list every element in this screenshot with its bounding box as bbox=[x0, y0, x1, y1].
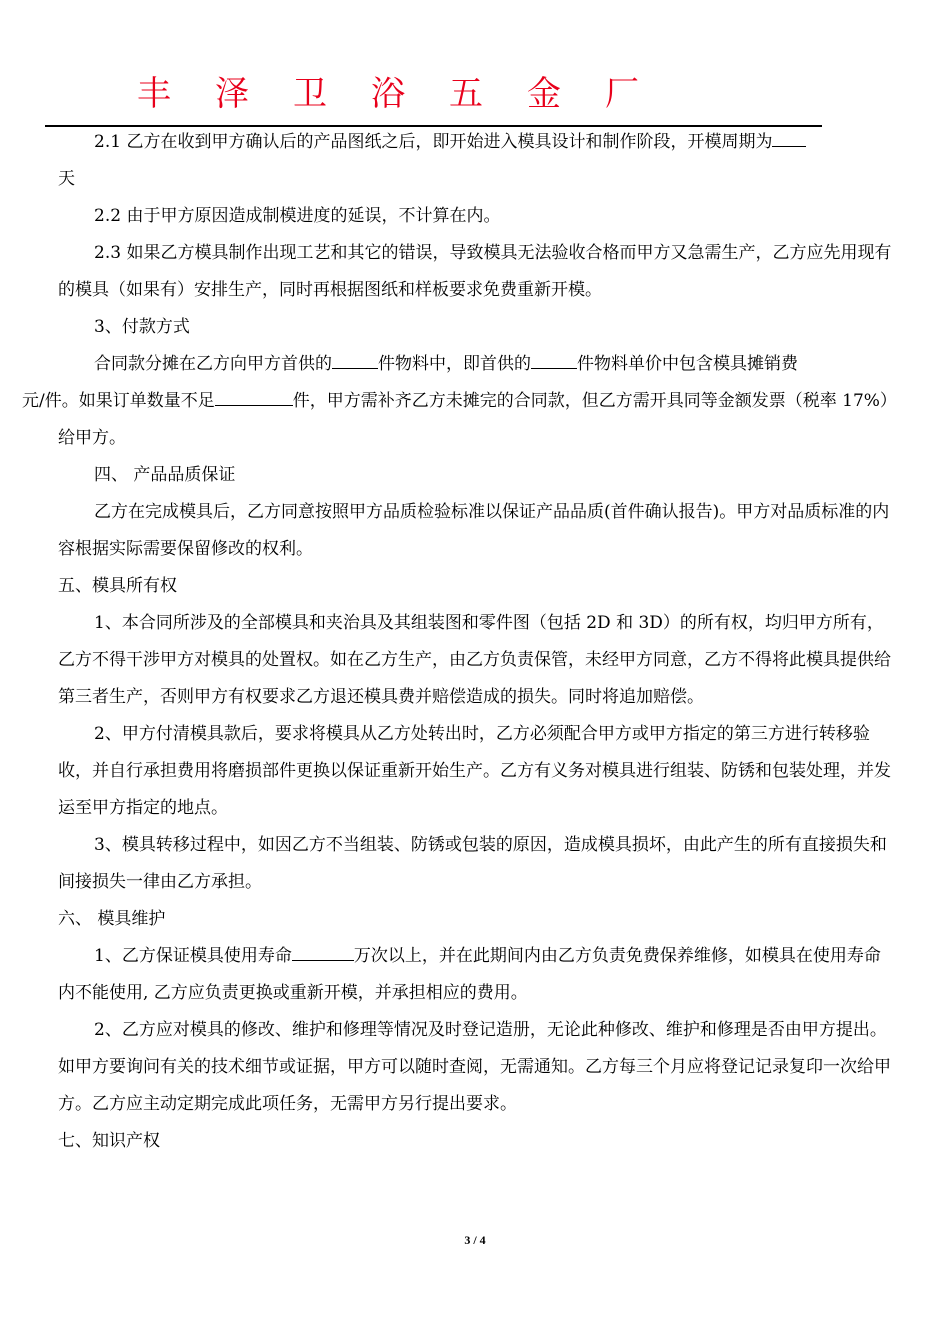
blank-field bbox=[332, 351, 378, 369]
blank-field bbox=[215, 388, 293, 406]
clause-text: 件物料单价中包含模具摊销费 bbox=[577, 354, 798, 374]
clause-text: 合同款分摊在乙方向甲方首供的 bbox=[94, 354, 332, 374]
quality-clause: 乙方在完成模具后，乙方同意按照甲方品质检验标准以保证产品品质(首件确认报告)。甲方对品质标准的内容根据实际需要保留修改的权利。 bbox=[58, 502, 890, 559]
ownership-clause-3: 3、模具转移过程中，如因乙方不当组装、防锈或包装的原因，造成模具损坏，由此产生的所有直接损失和间接损失一律由乙方承担。 bbox=[58, 835, 887, 892]
clause-2-1-cont: 天 bbox=[58, 169, 75, 189]
section-4-heading: 四、 产品品质保证 bbox=[94, 465, 236, 485]
clause-text: 1、乙方保证模具使用寿命 bbox=[94, 946, 292, 966]
maintenance-clause-2: 2、乙方应对模具的修改、维护和修理等情况及时登记造册，无论此种修改、维护和修理是否由甲方提出。如甲方要询问有关的技术细节或证据，甲方可以随时查阅，无需通知。乙方每三个月应将登记记录复印一次给甲方。乙方应主动定期完成此项任务，无需甲方另行提出要求。 bbox=[58, 1020, 891, 1114]
section-3-heading: 3、付款方式 bbox=[94, 317, 190, 337]
blank-field bbox=[772, 129, 806, 147]
maintenance-clause-1 bbox=[58, 938, 896, 1012]
clause-2-1 bbox=[58, 124, 896, 161]
clause-text: 2.1 乙方在收到甲方确认后的产品图纸之后，即开始进入模具设计和制作阶段，开模周期为 bbox=[94, 132, 773, 152]
clause-text: 件物料中，即首供的 bbox=[378, 354, 531, 374]
page-number: 3 / 4 bbox=[464, 1233, 486, 1247]
company-title: 丰泽卫浴五金厂 bbox=[137, 74, 683, 114]
clause-text: 元/件。如果订单数量不足 bbox=[22, 391, 215, 411]
clause-text: 万次以上，并在此期间内由乙方负责免费保养维修，如模具在使用寿命内不能使用, 乙方应负责更换或重新开模，并承担相应的费用。 bbox=[58, 946, 881, 1003]
blank-field bbox=[292, 943, 354, 961]
ownership-clause-2: 2、甲方付清模具款后，要求将模具从乙方处转出时，乙方必须配合甲方或甲方指定的第三方进行转移验收，并自行承担费用将磨损部件更换以保证重新开始生产。乙方有义务对模具进行组装、防锈和包装处理，并发运至甲方指定的地点。 bbox=[58, 724, 891, 818]
section-5-heading: 五、模具所有权 bbox=[58, 576, 177, 596]
clause-2-2: 2.2 由于甲方原因造成制模进度的延误，不计算在内。 bbox=[94, 206, 501, 226]
payment-clause bbox=[22, 346, 896, 457]
clause-text: 件，甲方需补齐乙方未摊完的合同款，但乙方需开具同等金额发票（税率 17%）给甲方。 bbox=[58, 391, 889, 448]
ownership-clause-1: 1、本合同所涉及的全部模具和夹治具及其组装图和零件图（包括 2D 和 3D）的所有权，均归甲方所有，乙方不得干涉甲方对模具的处置权。如在乙方生产，由乙方负责保管，未经甲方同意，乙方不得将此模具提供给第三者生产，否则甲方有权要求乙方退还模具费并赔偿造成的损失。同时将追加赔偿。 bbox=[58, 613, 891, 707]
section-6-heading: 六、 模具维护 bbox=[58, 909, 166, 929]
blank-field bbox=[531, 351, 577, 369]
document-body bbox=[22, 124, 896, 1160]
clause-2-3: 2.3 如果乙方模具制作出现工艺和其它的错误，导致模具无法验收合格而甲方又急需生产，乙方应先用现有的模具（如果有）安排生产，同时再根据图纸和样板要求免费重新开模。 bbox=[58, 243, 892, 300]
section-7-heading: 七、知识产权 bbox=[58, 1131, 160, 1151]
